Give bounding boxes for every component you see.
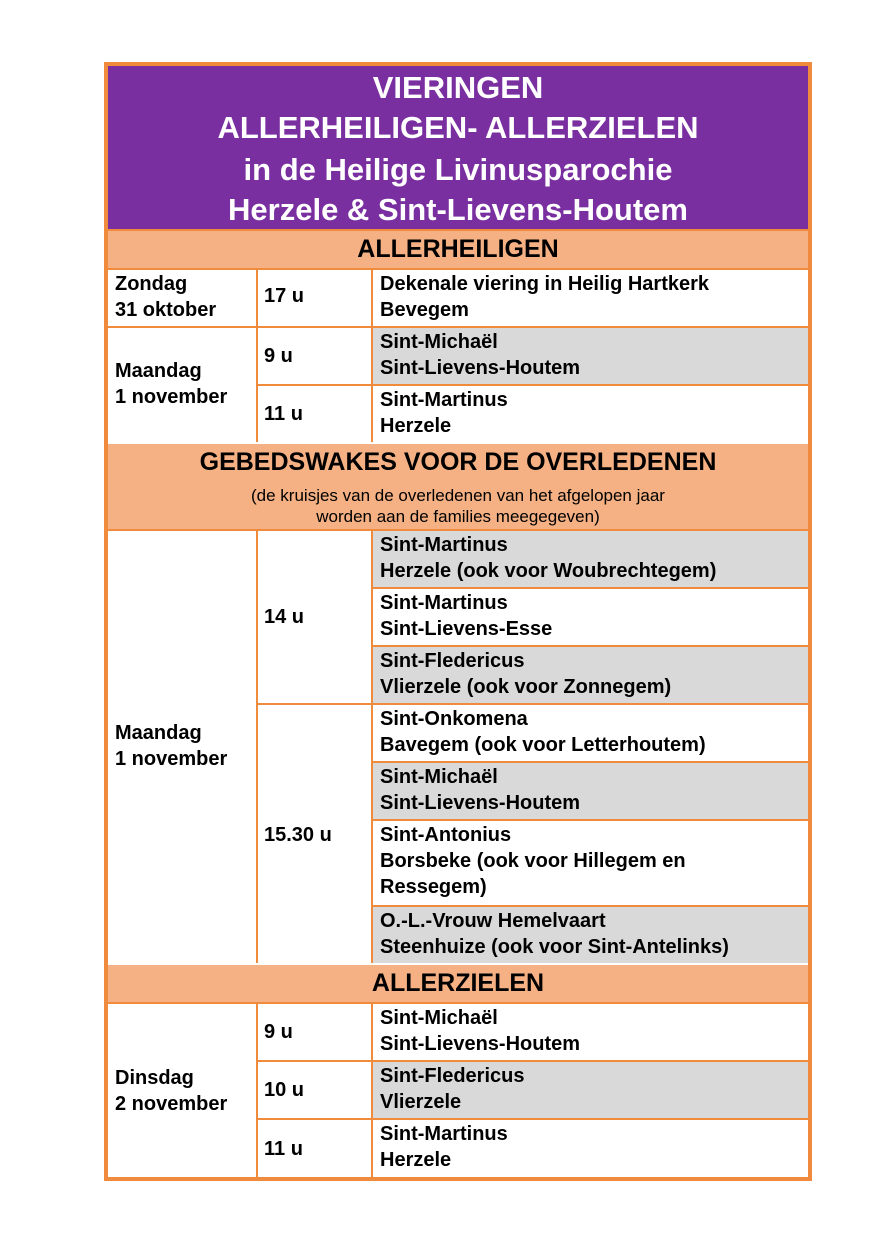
location-text: Herzele: [380, 415, 452, 437]
time-label: 11 u: [264, 1138, 303, 1160]
location-text: Sint-Antonius: [380, 824, 512, 846]
column-divider: [256, 270, 258, 326]
location-text: Borsbeke (ook voor Hillegem en: [380, 850, 686, 872]
time-label: 9 u: [264, 1021, 293, 1043]
location-text: Ressegem): [380, 876, 487, 898]
location-text: Sint-Lievens-Houtem: [380, 357, 581, 379]
time-label: 15.30 u: [264, 824, 332, 846]
row-divider: [257, 384, 810, 386]
row-divider: [372, 645, 810, 647]
time-label: 14 u: [264, 606, 305, 628]
section-subtitle: (de kruisjes van de overledenen van het afgelopen jaar: [251, 486, 665, 505]
location-text: Vlierzele: [380, 1091, 462, 1113]
location-text: O.-L.-Vrouw Hemelvaart: [380, 910, 606, 932]
location-text: Bavegem (ook voor Letterhoutem): [380, 734, 706, 756]
row-divider: [372, 819, 810, 821]
location-text: Sint-Lievens-Esse: [380, 618, 553, 640]
location-text: Vlierzele (ook voor Zonnegem): [380, 676, 672, 698]
title-line: VIERINGEN: [372, 70, 544, 105]
location-text: Sint-Martinus: [380, 592, 508, 614]
section-title: ALLERHEILIGEN: [357, 235, 559, 263]
time-label: 10 u: [264, 1079, 305, 1101]
day-label: Maandag: [115, 360, 202, 382]
row-divider: [257, 1118, 810, 1120]
time-label: 11 u: [264, 403, 303, 425]
location-text: Sint-Michaël: [380, 331, 498, 353]
location-text: Sint-Michaël: [380, 766, 498, 788]
location-text: Herzele: [380, 1149, 452, 1171]
column-divider: [256, 1004, 258, 1178]
location-text: Dekenale viering in Heilig Hartkerk: [380, 273, 710, 295]
day-label: Maandag: [115, 722, 202, 744]
location-text: Sint-Lievens-Houtem: [380, 1033, 581, 1055]
title-line: in de Heilige Livinusparochie: [243, 152, 673, 187]
time-label: 17 u: [264, 285, 305, 307]
day-label: Dinsdag: [115, 1067, 194, 1089]
section-title: GEBEDSWAKES VOOR DE OVERLEDENEN: [199, 448, 717, 476]
row-divider: [372, 587, 810, 589]
row-divider: [257, 703, 810, 705]
day-label: 1 november: [115, 748, 228, 770]
day-label: 1 november: [115, 386, 228, 408]
location-text: Sint-Onkomena: [380, 708, 528, 730]
column-divider: [256, 531, 258, 963]
day-label: 2 november: [115, 1093, 228, 1115]
title-line: ALLERHEILIGEN- ALLERZIELEN: [217, 110, 699, 145]
column-divider: [371, 531, 373, 963]
row-divider: [372, 761, 810, 763]
location-text: Sint-Fledericus: [380, 1065, 525, 1087]
location-text: Sint-Martinus: [380, 1123, 508, 1145]
row-divider: [106, 268, 810, 270]
location-text: Steenhuize (ook voor Sint-Antelinks): [380, 936, 729, 958]
time-label: 9 u: [264, 345, 293, 367]
day-label: 31 oktober: [115, 299, 217, 321]
day-label: Zondag: [115, 273, 188, 295]
row-divider: [106, 1002, 810, 1004]
location-text: Sint-Fledericus: [380, 650, 525, 672]
row-divider: [372, 905, 810, 907]
location-text: Sint-Michaël: [380, 1007, 498, 1029]
location-text: Sint-Lievens-Houtem: [380, 792, 581, 814]
title-line: Herzele & Sint-Lievens-Houtem: [228, 192, 688, 227]
location-text: Bevegem: [380, 299, 469, 321]
location-text: Sint-Martinus: [380, 389, 508, 411]
location-text: Herzele (ook voor Woubrechtegem): [380, 560, 717, 582]
section-title: ALLERZIELEN: [371, 969, 545, 997]
location-text: Sint-Martinus: [380, 534, 508, 556]
column-divider: [371, 270, 373, 326]
section-subtitle: worden aan de families meegegeven): [316, 507, 600, 526]
